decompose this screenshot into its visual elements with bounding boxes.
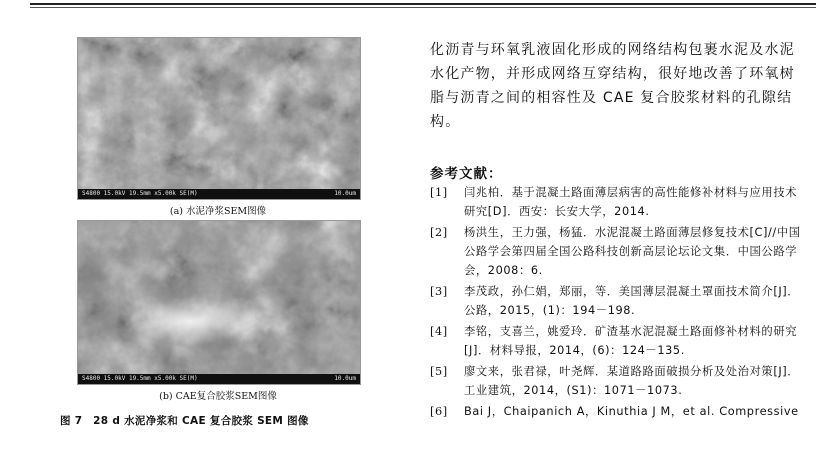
sem-info-bar-b (78, 374, 360, 384)
reference-text: 廖文来，张君禄，叶尧辉．某道路路面破损分析及处治对策[J]．工业建筑，2014，(S1)：1071－1073. (464, 365, 800, 397)
reference-list (430, 183, 802, 423)
reference-item (430, 362, 802, 400)
reference-text: 李铭，支喜兰，姚爱玲．矿渣基水泥混凝土路面修补材料的研究[J]．材料导报，2014，(6)：124－135. (464, 325, 798, 357)
sem-scale-b: 10.0um (334, 375, 356, 382)
sem-parameters-a: S4800 15.0kV 19.5mm x5.00k SE(M) (82, 190, 198, 197)
reference-text: 李茂政，孙仁娟，郑丽，等．美国薄层混凝土罩面技术简介[J]．公路，2015，(1)：194－198. (464, 285, 800, 317)
reference-number: [3] (430, 285, 448, 298)
sem-texture-a (78, 38, 360, 199)
reference-number: [6] (430, 405, 448, 418)
reference-item (430, 183, 802, 221)
body-paragraph: 化沥青与环氧乳液固化形成的网络结构包裹水泥及水泥水化产物，并形成网络互穿结构，很好地改善了环氧树脂与沥青之间的相容性及 CAE 复合胶浆材料的孔隙结构。 (430, 42, 795, 130)
reference-number: [2] (430, 226, 448, 239)
sem-info-bar-a (78, 189, 360, 199)
reference-item (430, 223, 802, 280)
reference-item (430, 402, 802, 421)
reference-text: Bai J，Chaipanich A，Kinuthia J M，et al. Compressive (464, 405, 799, 418)
reference-number: [1] (430, 186, 448, 199)
header-rule-thin (30, 7, 816, 8)
sem-image-cement-paste (77, 37, 361, 200)
sem-parameters-b: S4800 15.0kV 19.5mm x5.00k SE(M) (82, 375, 198, 382)
reference-item (430, 322, 802, 360)
reference-text: 闫兆柏．基于混凝土路面薄层病害的高性能修补材料与应用技术研究[D]．西安：长安大学，2014. (464, 186, 798, 218)
reference-number: [5] (430, 365, 448, 378)
reference-item (430, 282, 802, 320)
sem-scale-a: 10.0um (334, 190, 356, 197)
figure-caption: 图 7 28 d 水泥净浆和 CAE 复合胶浆 SEM 图像 (60, 415, 309, 427)
sem-image-cae-composite (77, 220, 361, 385)
reference-number: [4] (430, 325, 448, 338)
reference-text: 杨洪生，王力强，杨猛．水泥混凝土路面薄层修复技术[C]//中国公路学会第四届全国公路科技创新高层论坛论文集．中国公路学会，2008：6. (464, 226, 801, 277)
references-heading: 参考文献： (430, 166, 503, 182)
sem-texture-b (78, 221, 360, 384)
header-rule (30, 3, 816, 5)
panel-a-caption: (a) 水泥净浆SEM图像 (169, 206, 267, 217)
panel-b-caption: (b) CAE复合胶浆SEM图像 (159, 391, 277, 402)
